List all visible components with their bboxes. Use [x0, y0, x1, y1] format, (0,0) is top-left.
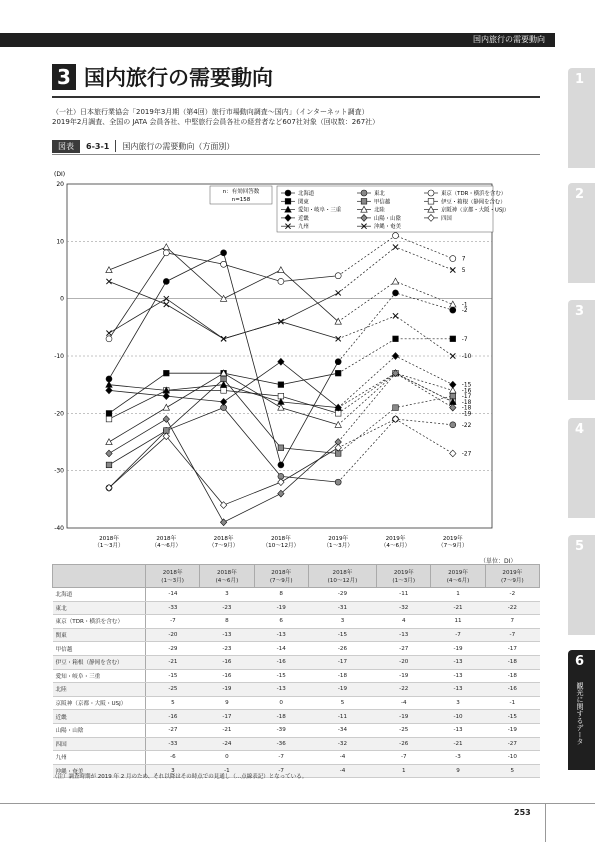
table-cell: -17: [485, 642, 539, 656]
table-cell: -18: [254, 710, 308, 724]
heading-rule: [52, 96, 540, 98]
end-value-label: -27: [461, 451, 472, 458]
n-note-line-1: n：有効回答数: [222, 189, 260, 195]
table-cell: 6: [254, 615, 308, 629]
chapter-heading: [52, 62, 273, 92]
table-row: [53, 669, 540, 683]
data-point: [221, 261, 227, 267]
x-tick-label: 2019年: [442, 536, 463, 542]
table-header-cell: [53, 565, 146, 588]
data-table: [52, 564, 540, 778]
table-row-label: 四国: [53, 737, 146, 751]
table-cell: -13: [431, 683, 485, 697]
end-value-label: -10: [461, 354, 472, 360]
page-number: 253: [514, 808, 531, 817]
legend-label: 京阪神（京都・大阪・USJ）: [441, 207, 510, 214]
legend-label: 甲信越: [374, 199, 391, 206]
table-cell: -4: [308, 764, 376, 778]
end-value-label: -2: [461, 308, 468, 315]
table-cell: -2: [485, 588, 539, 602]
legend-label: 北海道: [298, 191, 315, 197]
y-axis-label: (DI): [54, 171, 66, 178]
table-row: [53, 710, 540, 724]
table-cell: -4: [308, 751, 376, 765]
data-point: [450, 301, 456, 307]
table-cell: -18: [308, 669, 376, 683]
end-value-label: -15: [461, 382, 472, 389]
table-row: [53, 737, 540, 751]
table-row-label: 沖縄・奄美: [53, 764, 146, 778]
data-point: [278, 479, 284, 486]
table-row-label: 関東: [53, 628, 146, 642]
data-point: [106, 411, 112, 417]
figure-rule: [52, 154, 540, 155]
table-row-label: 北海道: [53, 588, 146, 602]
data-point: [106, 439, 112, 445]
data-point: [163, 404, 169, 410]
table-row: [53, 615, 540, 629]
data-point: [221, 388, 227, 394]
table-row: [53, 601, 540, 615]
legend-label: 関東: [298, 199, 309, 206]
footnote: （注）調査時期が 2019 年 2 月のため、それ以降はその時点での見通し（…点線表記）となっている。: [52, 774, 308, 780]
end-value-label: -22: [461, 422, 472, 429]
table-cell: -33: [146, 601, 200, 615]
table-header-cell: 2018年 (4〜6月): [200, 565, 254, 588]
series-line-forecast: [338, 356, 453, 408]
table-cell: -13: [200, 628, 254, 642]
table-cell: -17: [200, 710, 254, 724]
data-point: [393, 336, 399, 342]
data-point: [450, 256, 456, 262]
y-tick-label: -30: [54, 467, 64, 475]
x-tick-label: 2019年: [328, 536, 349, 542]
table-cell: -36: [254, 737, 308, 751]
table-row-label: 九州: [53, 751, 146, 765]
table-cell: -29: [146, 642, 200, 656]
table-header-cell: 2019年 (1〜3月): [377, 565, 431, 588]
data-point: [106, 336, 112, 342]
table-cell: -7: [146, 615, 200, 629]
table-unit: （単位：DI）: [480, 558, 517, 565]
data-point: [220, 398, 226, 405]
data-point: [393, 233, 399, 239]
series-line-forecast: [338, 236, 453, 276]
table-cell: -16: [485, 683, 539, 697]
table-cell: -18: [485, 669, 539, 683]
y-tick-label: -10: [54, 353, 64, 360]
data-point: [428, 199, 434, 205]
table-row-label: 近畿: [53, 710, 146, 724]
table-row: [53, 723, 540, 737]
table-cell: -24: [200, 737, 254, 751]
data-point: [163, 416, 169, 423]
legend-label: 四国: [441, 215, 452, 222]
data-point: [163, 278, 169, 284]
line-chart: [52, 166, 540, 554]
table-cell: -7: [254, 764, 308, 778]
table-cell: -29: [308, 588, 376, 602]
data-point: [220, 519, 226, 526]
data-point: [278, 358, 284, 365]
x-tick-label: （1〜3月）: [94, 543, 124, 549]
x-tick-label: （7〜9月）: [438, 543, 468, 549]
data-point: [163, 393, 169, 400]
table-cell: -7: [431, 628, 485, 642]
table-cell: 5: [308, 696, 376, 710]
figure-badge: 図表: [52, 140, 80, 153]
table-cell: -13: [431, 669, 485, 683]
table-cell: -6: [146, 751, 200, 765]
data-point: [285, 199, 291, 205]
table-cell: -21: [200, 723, 254, 737]
table-cell: -22: [485, 601, 539, 615]
table-cell: -7: [485, 628, 539, 642]
table-cell: -13: [431, 723, 485, 737]
table-row-label: 東北: [53, 601, 146, 615]
side-tab-1[interactable]: 1: [568, 68, 595, 168]
table-cell: -16: [200, 655, 254, 669]
table-header-cell: 2019年 (7〜9月): [485, 565, 539, 588]
table-cell: -33: [146, 737, 200, 751]
data-point: [450, 381, 456, 388]
data-point: [278, 278, 284, 284]
data-point: [106, 387, 112, 394]
table-cell: 3: [431, 696, 485, 710]
table-cell: -13: [431, 655, 485, 669]
table-cell: 11: [431, 615, 485, 629]
table-cell: -15: [254, 669, 308, 683]
table-cell: 3: [146, 764, 200, 778]
data-point: [278, 462, 284, 468]
table-cell: -3: [431, 751, 485, 765]
x-tick-label: （7〜9月）: [208, 543, 239, 549]
data-point: [335, 370, 341, 376]
table-cell: -1: [485, 696, 539, 710]
data-point: [278, 404, 284, 410]
header-section-title: 国内旅行の需要動向: [473, 35, 545, 44]
table-cell: -16: [200, 669, 254, 683]
y-tick-label: 0: [60, 295, 64, 303]
x-tick-label: 2018年: [99, 536, 119, 542]
table-row: [53, 588, 540, 602]
table-cell: -19: [254, 601, 308, 615]
table-row: [53, 696, 540, 710]
side-tab-6-label: 観光に関するデータ: [576, 682, 584, 745]
data-point: [278, 382, 284, 388]
table-row-label: 京阪神（京都・大阪・USJ）: [53, 696, 146, 710]
data-point: [335, 359, 341, 365]
data-point: [163, 250, 169, 256]
table-cell: -19: [200, 683, 254, 697]
table-cell: -19: [308, 683, 376, 697]
header-bar: [0, 33, 555, 47]
table-row-label: 東京（TDR・横浜を含む）: [53, 615, 146, 629]
table-header-cell: 2018年 (7〜9月): [254, 565, 308, 588]
table-cell: -25: [146, 683, 200, 697]
y-tick-label: 10: [56, 238, 64, 246]
figure-number: 6-3-1: [86, 141, 110, 151]
table-cell: -18: [485, 655, 539, 669]
end-value-label: -16: [461, 388, 472, 395]
table-cell: -16: [146, 710, 200, 724]
table-cell: -10: [431, 710, 485, 724]
data-point: [393, 405, 399, 411]
table-cell: -7: [377, 751, 431, 765]
table-cell: 7: [485, 615, 539, 629]
data-point: [450, 450, 456, 457]
table-cell: -10: [485, 751, 539, 765]
table-cell: -20: [146, 628, 200, 642]
table-row: [53, 751, 540, 765]
series-line-forecast: [338, 247, 453, 293]
side-tab-3[interactable]: 3: [568, 300, 595, 400]
table-cell: -21: [431, 601, 485, 615]
table-cell: 9: [200, 696, 254, 710]
end-value-label: -18: [461, 405, 472, 412]
side-tab-2[interactable]: 2: [568, 183, 595, 283]
legend-label: 愛知・岐阜・三重: [298, 207, 342, 214]
table-row: [53, 655, 540, 669]
table-cell: 0: [200, 751, 254, 765]
table-cell: -17: [308, 655, 376, 669]
series-line-forecast: [338, 419, 453, 482]
n-note-line-2: n=158: [231, 197, 251, 203]
table-cell: -4: [377, 696, 431, 710]
data-point: [106, 450, 112, 457]
table-row: [53, 628, 540, 642]
table-cell: -22: [377, 683, 431, 697]
table-row: [53, 683, 540, 697]
table-row-label: 愛知・岐阜・三重: [53, 669, 146, 683]
table-cell: -20: [377, 655, 431, 669]
table-cell: -15: [485, 710, 539, 724]
table-cell: -14: [254, 642, 308, 656]
footer-divider: [545, 804, 546, 842]
table-cell: -19: [377, 669, 431, 683]
table-cell: 8: [254, 588, 308, 602]
table-cell: -15: [146, 669, 200, 683]
y-tick-label: -20: [54, 410, 64, 418]
table-cell: -34: [308, 723, 376, 737]
data-point: [278, 445, 284, 451]
legend-label: 山陽・山陰: [374, 215, 401, 222]
end-value-label: -1: [461, 302, 468, 309]
table-cell: -32: [308, 737, 376, 751]
data-point: [220, 381, 226, 387]
table-cell: -27: [146, 723, 200, 737]
figure-separator: [115, 140, 116, 152]
data-point: [428, 190, 434, 196]
chapter-title: 国内旅行の需要動向: [84, 66, 273, 90]
table-cell: -25: [377, 723, 431, 737]
data-point: [450, 404, 456, 411]
data-point: [392, 278, 398, 284]
data-point: [106, 267, 112, 273]
end-value-label: -19: [461, 411, 472, 418]
table-cell: 4: [377, 615, 431, 629]
table-cell: 1: [377, 764, 431, 778]
table-cell: 1: [431, 588, 485, 602]
data-point: [106, 381, 112, 387]
data-point: [393, 290, 399, 296]
table-cell: -13: [254, 683, 308, 697]
side-tab-5[interactable]: 5: [568, 535, 595, 635]
y-tick-label: -40: [54, 525, 64, 532]
end-value-label: -7: [461, 336, 468, 343]
series-line: [109, 408, 338, 488]
source-line-2: 2019年2月調査、全国の JATA 会員各社、中堅旅行会員各社の経営者など607社対象（回収数：267社）: [52, 118, 380, 126]
series-line: [109, 281, 338, 338]
footer-rule: [0, 803, 595, 804]
table-cell: -27: [377, 642, 431, 656]
side-tab-4[interactable]: 4: [568, 418, 595, 518]
data-point: [450, 336, 456, 342]
data-point: [285, 190, 291, 196]
legend-label: 北陸: [374, 207, 385, 214]
table-row-label: 北陸: [53, 683, 146, 697]
end-value-label: -17: [461, 394, 472, 401]
table-cell: 5: [146, 696, 200, 710]
x-tick-label: （10〜12月）: [262, 543, 300, 549]
table-header-row: [53, 565, 540, 588]
x-tick-label: 2018年: [213, 536, 234, 542]
figure-heading: [52, 139, 540, 153]
side-tab-6[interactable]: 6: [568, 650, 595, 770]
table-cell: -13: [377, 628, 431, 642]
table-cell: -19: [377, 710, 431, 724]
table-row-label: 甲信越: [53, 642, 146, 656]
table-cell: -32: [377, 601, 431, 615]
data-point: [450, 422, 456, 428]
table-cell: 3: [308, 615, 376, 629]
table-header-cell: 2018年 (1〜3月): [146, 565, 200, 588]
data-point: [335, 273, 341, 279]
x-tick-label: （4〜6月）: [380, 543, 411, 549]
legend-label: 近畿: [298, 215, 309, 222]
table-cell: -21: [431, 737, 485, 751]
table-cell: -27: [485, 737, 539, 751]
legend-label: 沖縄・奄美: [374, 224, 401, 231]
legend-label: 伊豆・箱根（静岡を含む）: [441, 199, 506, 206]
data-point: [164, 370, 170, 376]
table-cell: 0: [254, 696, 308, 710]
legend-label: 九州: [298, 224, 309, 231]
end-value-label: -18: [461, 399, 472, 406]
table-cell: 5: [485, 764, 539, 778]
table-row-label: 伊豆・箱根（静岡を含む）: [53, 655, 146, 669]
source-line-1: （一社）日本旅行業協会「2019年3月期（第4回）旅行市場動向調査〜国内」（インターネット調査）: [52, 108, 369, 116]
table-cell: 9: [431, 764, 485, 778]
x-tick-label: （1〜3月）: [323, 543, 353, 549]
table-cell: -39: [254, 723, 308, 737]
y-tick-label: 20: [56, 181, 64, 188]
table-cell: -14: [146, 588, 200, 602]
table-cell: 3: [200, 588, 254, 602]
table-cell: -7: [254, 751, 308, 765]
table-header-cell: 2018年 (10〜12月): [308, 565, 376, 588]
figure-title: 国内旅行の需要動向（方面別）: [122, 141, 235, 151]
series-line-forecast: [338, 419, 453, 453]
series-line-forecast: [338, 373, 453, 407]
table-header-cell: 2019年 (4〜6月): [431, 565, 485, 588]
table-cell: -13: [254, 628, 308, 642]
table-cell: -23: [200, 642, 254, 656]
data-point: [450, 307, 456, 313]
series-line-forecast: [338, 293, 453, 362]
data-point: [106, 416, 112, 422]
data-point: [221, 250, 227, 256]
table-cell: -23: [200, 601, 254, 615]
data-point: [106, 462, 112, 468]
table-cell: -21: [146, 655, 200, 669]
table-cell: -26: [377, 737, 431, 751]
table-cell: -1: [200, 764, 254, 778]
table-cell: -16: [254, 655, 308, 669]
x-tick-label: 2019年: [385, 536, 406, 542]
table-cell: -11: [308, 710, 376, 724]
data-point: [278, 267, 284, 273]
table-row: [53, 642, 540, 656]
series-line: [109, 299, 338, 339]
x-tick-label: 2018年: [270, 536, 291, 542]
end-value-label: 7: [461, 256, 466, 263]
chapter-number: 3: [52, 64, 76, 90]
table-cell: -19: [485, 723, 539, 737]
data-point: [163, 244, 169, 250]
legend-label: 東京（TDR・横浜を含む）: [441, 191, 507, 197]
table-cell: -15: [308, 628, 376, 642]
table-row-label: 山陽・山陰: [53, 723, 146, 737]
x-tick-label: （4〜6月）: [151, 543, 182, 549]
table-cell: 8: [200, 615, 254, 629]
table-cell: -31: [308, 601, 376, 615]
data-point: [335, 444, 341, 451]
legend-label: 東北: [374, 191, 385, 197]
x-tick-label: 2018年: [156, 536, 177, 542]
table-cell: -26: [308, 642, 376, 656]
data-point: [335, 479, 341, 485]
table-cell: -19: [431, 642, 485, 656]
end-value-label: 5: [461, 268, 466, 274]
data-point: [361, 190, 367, 196]
data-point: [361, 199, 367, 205]
table-cell: -11: [377, 588, 431, 602]
